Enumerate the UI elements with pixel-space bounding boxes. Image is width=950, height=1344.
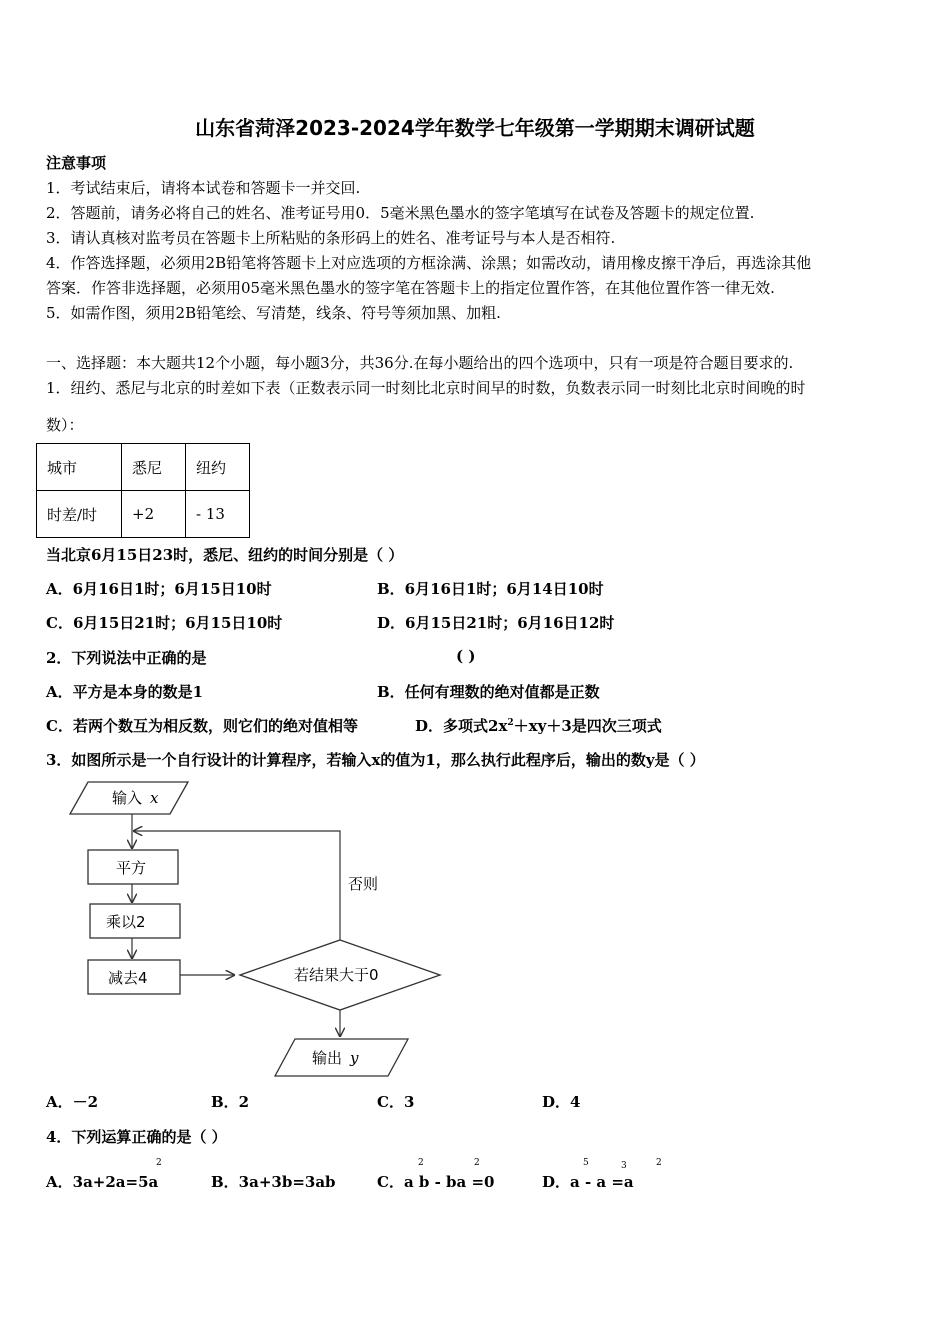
q2-stem: 2．下列说法中正确的是 bbox=[46, 649, 207, 667]
q4-option-d-sup-3: 3 bbox=[621, 1161, 627, 1171]
q3-option-b: B．2 bbox=[211, 1093, 250, 1111]
q4-option-d-sup-5: 5 bbox=[583, 1158, 589, 1168]
input-var: x bbox=[150, 789, 159, 807]
notice-5: 5．如需作图，须用2B铅笔绘、写清楚，线条、符号等须加黑、加粗. bbox=[46, 304, 501, 322]
q1-stem: 当北京6月15日23时，悉尼、纽约的时间分别是（ ） bbox=[46, 546, 404, 564]
table-cell-newyork: - 13 bbox=[186, 491, 250, 538]
q4-option-c: C．a b - ba =0 bbox=[377, 1173, 495, 1191]
notice-4-cont: 答案．作答非选择题，必须用05毫米黑色墨水的签字笔在答题卡上的指定位置作答，在其他位置作答一律无效. bbox=[46, 279, 775, 297]
q1-option-c: C．6月15日21时；6月15日10时 bbox=[46, 614, 283, 632]
q4-option-a-sup: 2 bbox=[156, 1158, 162, 1168]
notice-3: 3．请认真核对监考员在答题卡上所粘贴的条形码上的姓名、准考证号与本人是否相符. bbox=[46, 229, 616, 247]
notice-title: 注意事项 bbox=[46, 154, 107, 172]
timezone-table bbox=[36, 443, 250, 538]
page-title: 山东省菏泽2023-2024学年数学七年级第一学期期末调研试题 bbox=[195, 116, 755, 140]
notice-1: 1．考试结束后，请将本试卷和答题卡一并交回. bbox=[46, 179, 361, 197]
q2-option-a: A．平方是本身的数是1 bbox=[46, 683, 204, 701]
table-header-city: 城市 bbox=[37, 444, 122, 491]
table-cell-sydney: +2 bbox=[122, 491, 186, 538]
q3-option-d: D．4 bbox=[542, 1093, 581, 1111]
q3-stem: 3．如图所示是一个自行设计的计算程序，若输入x的值为1，那么执行此程序后，输出的数y是（ ） bbox=[46, 751, 705, 769]
output-label: 输出 bbox=[312, 1049, 343, 1067]
input-label: 输入 bbox=[112, 789, 143, 807]
q4-option-c-sup-2: 2 bbox=[474, 1158, 480, 1168]
else-label: 否则 bbox=[348, 875, 379, 893]
q2-option-b: B．任何有理数的绝对值都是正数 bbox=[377, 683, 600, 701]
sub4-label: 减去4 bbox=[108, 969, 148, 987]
q4-option-a: A．3a+2a=5a bbox=[46, 1173, 159, 1191]
table-header-sydney: 悉尼 bbox=[122, 444, 186, 491]
q3-option-c: C．3 bbox=[377, 1093, 415, 1111]
mul2-label: 乘以2 bbox=[106, 913, 146, 931]
q1-line-2: 数）： bbox=[46, 416, 84, 434]
notice-4: 4．作答选择题，必须用2B铅笔将答题卡上对应选项的方框涂满、涂黑；如需改动，请用橡皮擦干净后，再选涂其他 bbox=[46, 254, 812, 272]
q3-option-a: A．－2 bbox=[46, 1093, 99, 1111]
output-var: y bbox=[350, 1049, 359, 1067]
q4-stem: 4．下列运算正确的是（ ） bbox=[46, 1128, 227, 1146]
q2-option-d-part1: D．多项式2x bbox=[415, 717, 508, 735]
q2-option-c: C．若两个数互为相反数，则它们的绝对值相等 bbox=[46, 717, 358, 735]
table-row bbox=[37, 444, 250, 491]
square-label: 平方 bbox=[116, 859, 147, 877]
table-row bbox=[37, 491, 250, 538]
table-cell-label: 时差/时 bbox=[37, 491, 122, 538]
q1-option-b: B．6月16日1时；6月14日10时 bbox=[377, 580, 604, 598]
q2-option-d-sup: 2 bbox=[507, 718, 514, 728]
q2-option-d bbox=[415, 715, 662, 736]
q4-option-b: B．3a+3b=3ab bbox=[211, 1173, 336, 1191]
q2-paren: ( ) bbox=[456, 647, 476, 665]
q1-option-d: D．6月15日21时；6月16日12时 bbox=[377, 614, 615, 632]
q2-option-d-part2: ＋xy＋3是四次三项式 bbox=[513, 717, 662, 735]
q1-option-a: A．6月16日1时；6月15日10时 bbox=[46, 580, 272, 598]
q4-option-c-sup-1: 2 bbox=[418, 1158, 424, 1168]
q4-option-d: D．a - a =a bbox=[542, 1173, 634, 1191]
table-header-newyork: 纽约 bbox=[186, 444, 250, 491]
q4-option-d-sup-2: 2 bbox=[656, 1158, 662, 1168]
notice-2: 2．答题前，请务必将自己的姓名、准考证号用0．5毫米黑色墨水的签字笔填写在试卷及答题卡的规定位置. bbox=[46, 204, 755, 222]
flowchart bbox=[60, 778, 445, 1083]
q1-line-1: 1．纽约、悉尼与北京的时差如下表（正数表示同一时刻比北京时间早的时数，负数表示同一时刻比北京时间晚的时 bbox=[46, 379, 806, 397]
section-1-heading: 一、选择题：本大题共12个小题，每小题3分，共36分.在每小题给出的四个选项中，只有一项是符合题目要求的. bbox=[46, 354, 794, 372]
condition-label: 若结果大于0 bbox=[294, 966, 379, 984]
